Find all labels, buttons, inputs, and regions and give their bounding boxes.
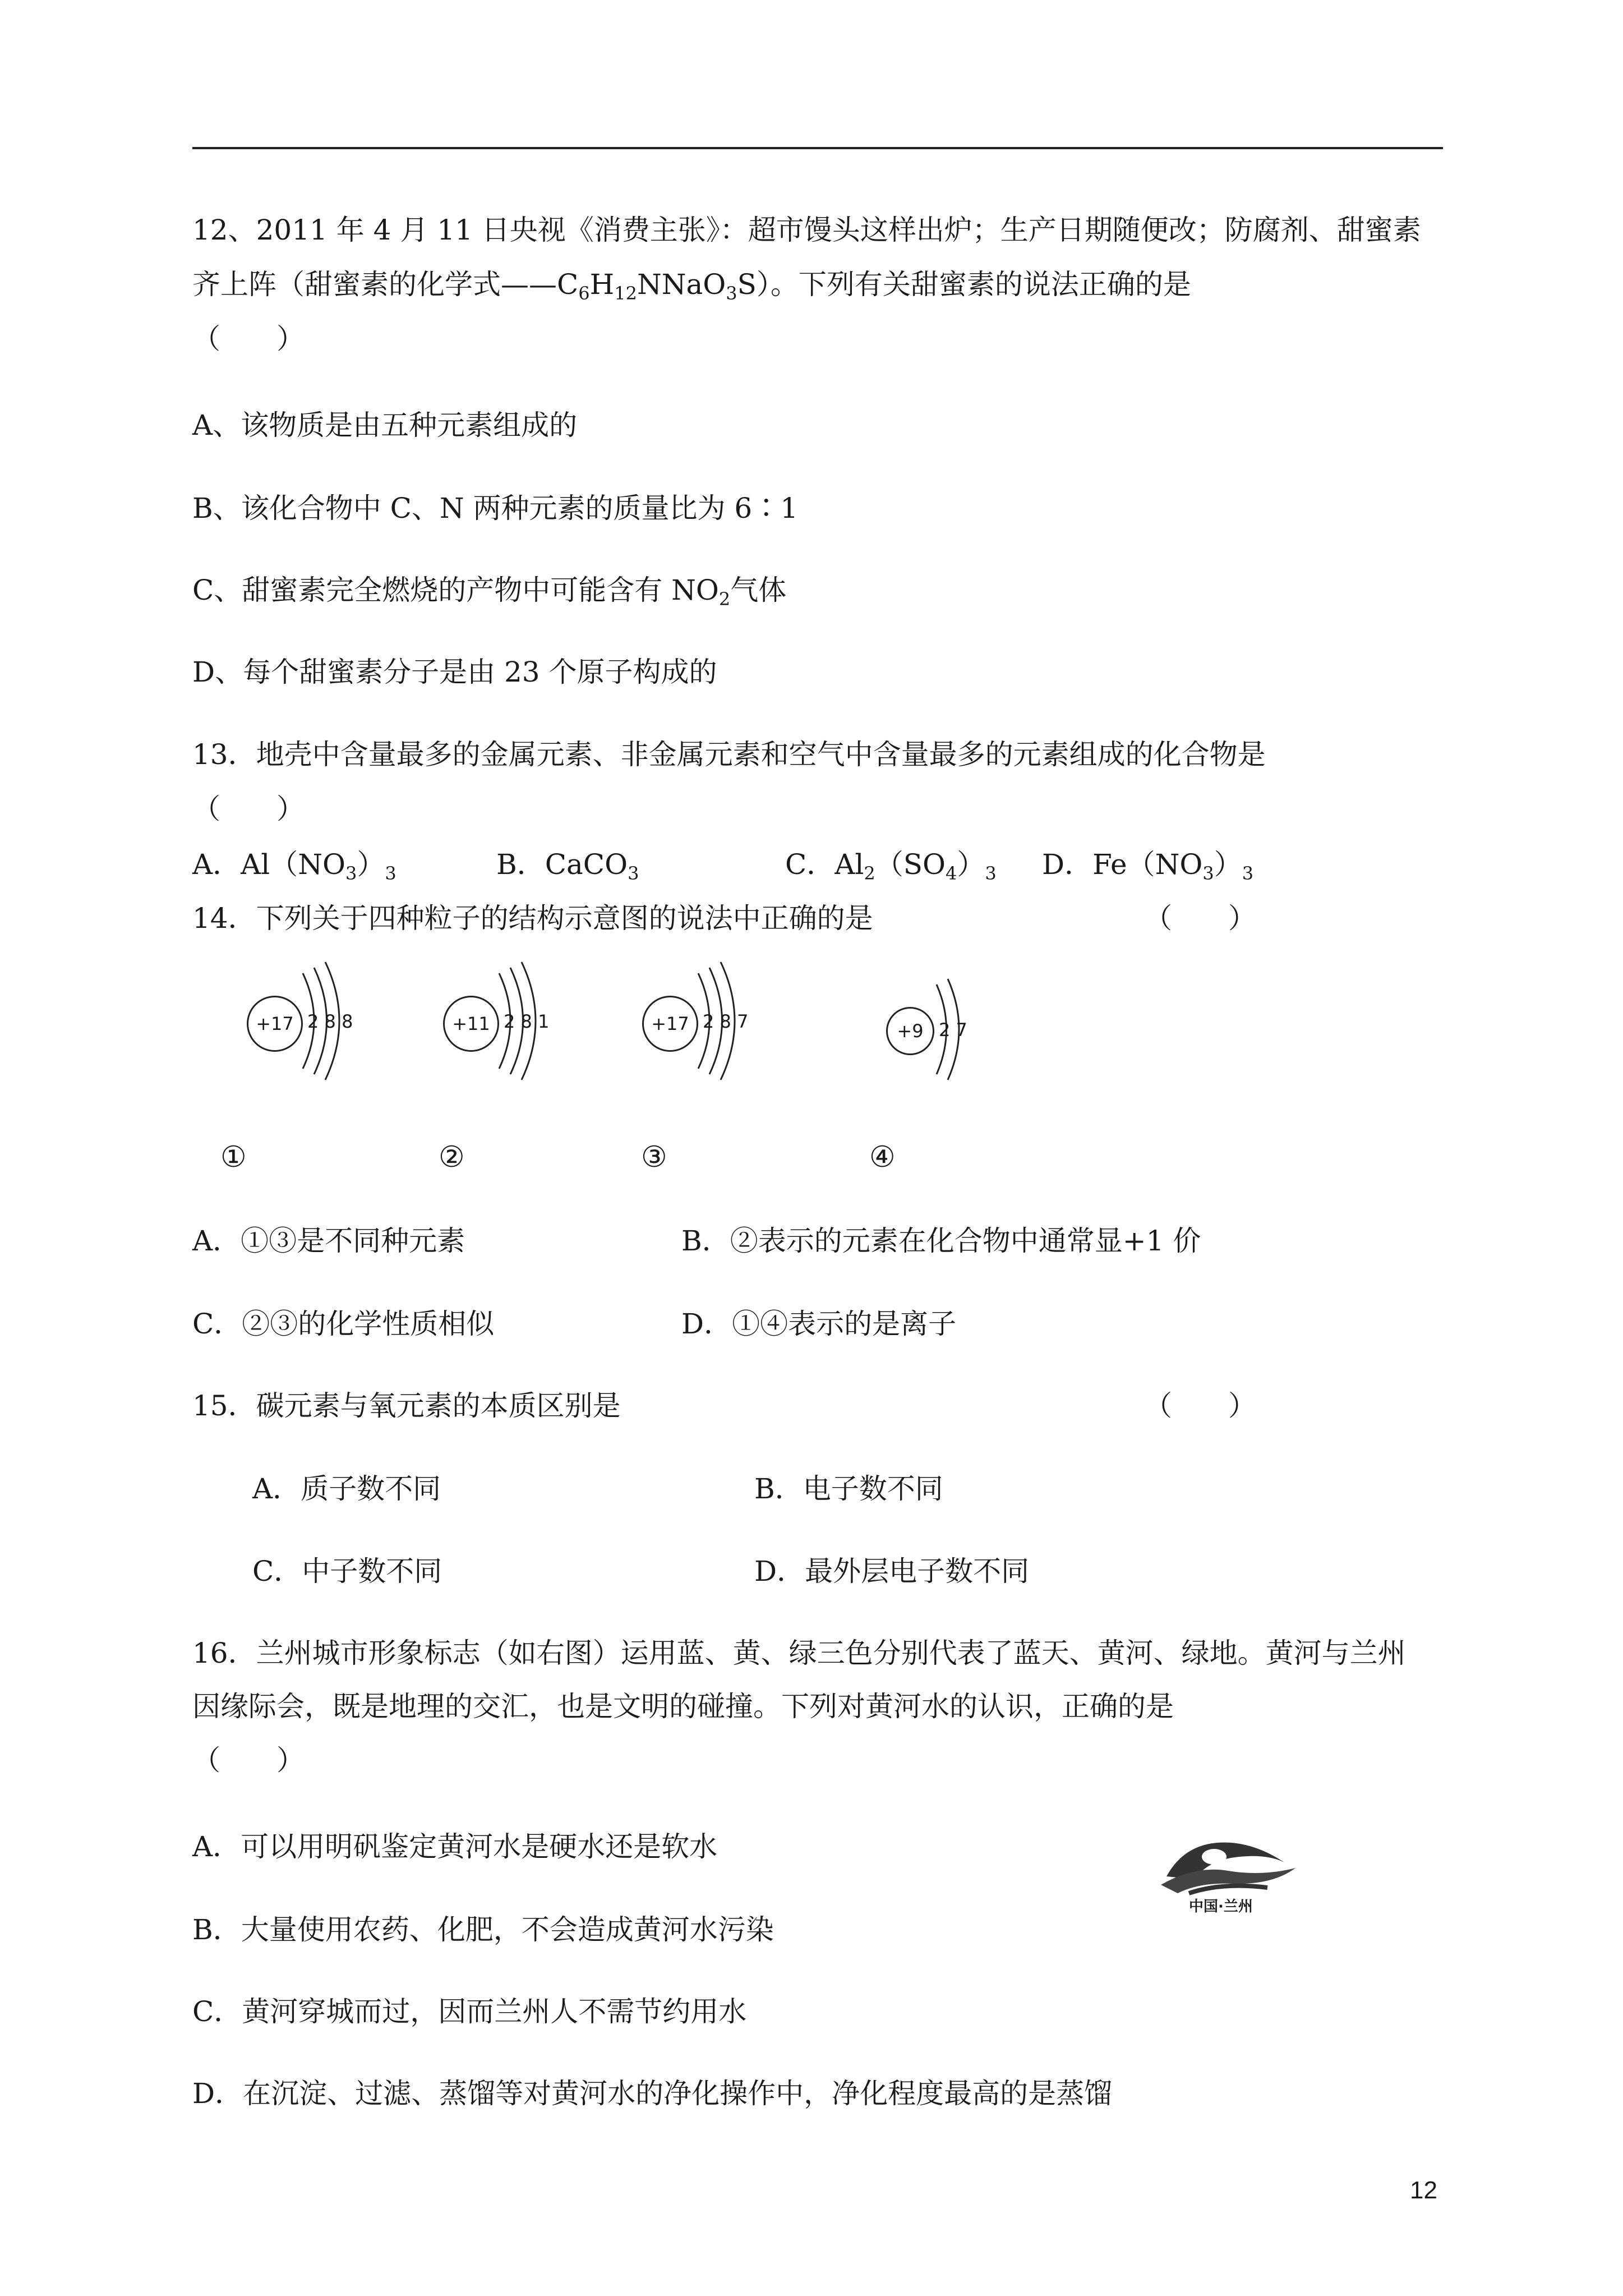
q12-option-a: A、该物质是由五种元素组成的 [192,409,578,441]
q16-option-d: D．在沉淀、过滤、蒸馏等对黄河水的净化操作中，净化程度最高的是蒸馏 [192,2077,1113,2110]
q15-option-a: A．质子数不同 [252,1473,441,1505]
atom-diagram-4 [880,962,1009,1097]
q13-option-c: C．$Al_2(SO_4)_3$ [785,848,997,884]
q15-option-d: D．最外层电子数不同 [754,1555,1030,1588]
q14-answer-paren: （ ） [1144,902,1256,935]
q14-option-c: C．②③的化学性质相似 [192,1308,495,1340]
q16-line1: 16．兰州城市形象标志（如右图）运用蓝、黄、绿三色分别代表了蓝天、黄河、绿地。黄河与兰州 [192,1637,1406,1669]
q14-option-d: D．①④表示的是离子 [681,1308,957,1340]
shell-electrons: 2 8 8 [307,1011,353,1032]
nucleus: +17 [247,996,303,1052]
atom-diagram-2 [437,954,566,1088]
atom-label-3: ③ [641,1140,667,1174]
q15-option-c: C．中子数不同 [252,1555,442,1588]
q12-answer-paren: （ ） [192,323,305,355]
q12-option-b: B、该化合物中 C、N 两种元素的质量比为 6∶1 [192,492,799,524]
atom-label-4: ④ [869,1140,896,1174]
q15-answer-paren: （ ） [1144,1389,1256,1422]
atom-label-2: ② [439,1140,465,1174]
q16-option-b: B．大量使用农药、化肥，不会造成黄河水污染 [192,1913,774,1946]
nucleus: +17 [642,996,698,1052]
q14-option-b: B．②表示的元素在化合物中通常显+1 价 [681,1225,1201,1257]
q16-option-a: A．可以用明矾鉴定黄河水是硬水还是软水 [192,1830,718,1863]
q16-option-c: C．黄河穿城而过，因而兰州人不需节约用水 [192,1995,747,2028]
nucleus: +9 [886,1007,934,1055]
q13-stem: 13．地壳中含量最多的金属元素、非金属元素和空气中含量最多的元素组成的化合物是 [192,738,1266,771]
shell-electrons: 2 8 7 [703,1011,749,1032]
q12-option-d: D、每个甜蜜素分子是由 23 个原子构成的 [192,656,717,688]
q16-answer-paren: （ ） [192,1744,305,1777]
atom-diagram-1 [241,954,370,1088]
atom-diagram-3 [637,954,766,1088]
q12-option-c: C、甜蜜素完全燃烧的产物中可能含有 $NO_2$气体 [192,574,787,610]
lanzhou-city-logo [1155,1823,1301,1918]
q13-option-b: B．CaCO$_3$ [496,848,639,884]
q15-stem: 15．碳元素与氧元素的本质区别是 [192,1389,621,1422]
q12-line1: 12、2011 年 4 月 11 日央视《消费主张》：超市馒头这样出炉；生产日期随便改；防腐剂、甜蜜素 [192,214,1421,246]
q12-line2: 齐上阵（甜蜜素的化学式$——C_6H_{12}NNaO_3S$）。下列有关甜蜜素的说法正确的是 [192,268,1191,304]
q14-stem: 14．下列关于四种粒子的结构示意图的说法中正确的是 [192,902,873,935]
shell-electrons: 2 7 [939,1019,967,1041]
q13-option-a: A．$Al(NO_3)_3$ [192,848,396,884]
q13-option-d: D．$Fe(NO_3)_3$ [1042,848,1254,884]
q14-option-a: A．①③是不同种元素 [192,1225,465,1257]
page-number: 12 [1410,2177,1437,2204]
shell-electrons: 2 8 1 [504,1011,550,1032]
nucleus: +11 [443,996,499,1052]
q16-line2: 因缘际会，既是地理的交汇，也是文明的碰撞。下列对黄河水的认识，正确的是 [192,1690,1174,1723]
header-rule [192,147,1443,149]
atom-label-1: ① [220,1140,247,1174]
q15-option-b: B．电子数不同 [754,1473,943,1505]
logo-text: 中国·兰州 [1189,1898,1253,1915]
q13-answer-paren: （ ） [192,793,305,825]
